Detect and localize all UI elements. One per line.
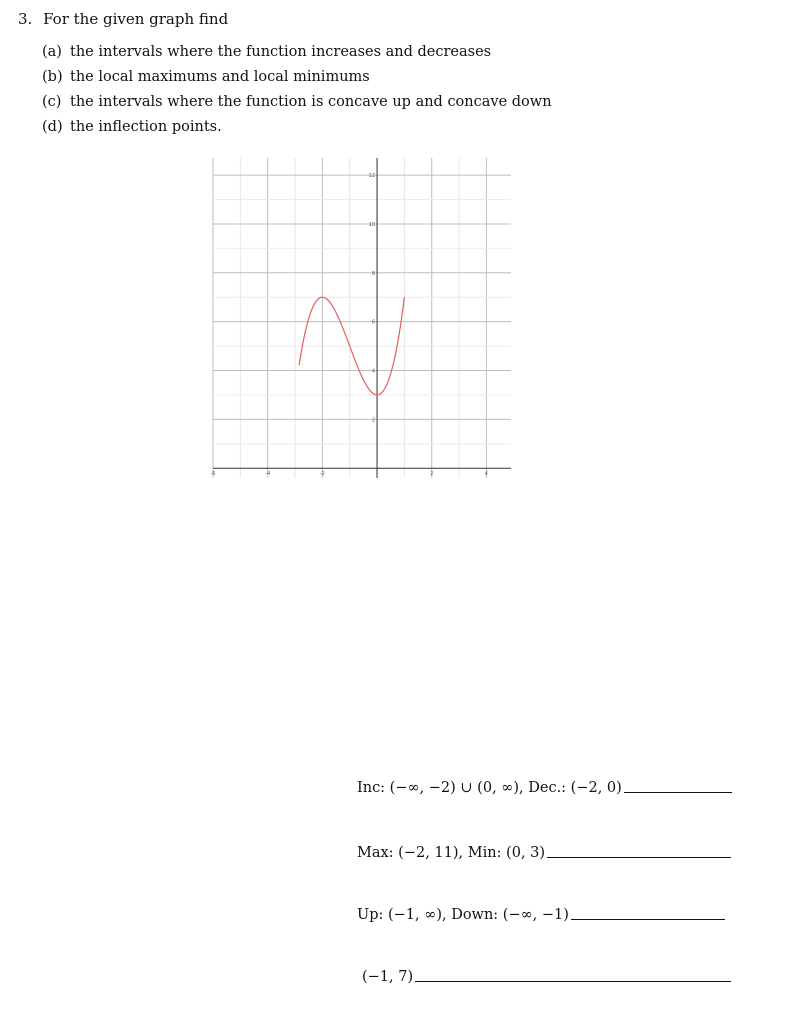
part-b <box>42 67 552 92</box>
part-d-text: the inflection points. <box>70 119 222 135</box>
answer-d-text: (−1, 7) <box>362 969 414 985</box>
y-tick-label: 10 <box>368 221 376 228</box>
x-tick-label: -2 <box>319 471 325 478</box>
x-tick-label: 2 <box>430 471 434 478</box>
part-b-label: (b) <box>42 69 63 85</box>
x-tick-label: -6 <box>210 471 216 478</box>
part-c-label: (c) <box>42 94 62 110</box>
part-a-text: the intervals where the function increases and decreases <box>70 44 492 60</box>
y-tick-label: 6 <box>371 319 376 326</box>
answer-b-line[interactable] <box>547 856 731 858</box>
part-a-label: (a) <box>42 44 62 60</box>
y-tick-label: 4 <box>371 368 376 375</box>
question-parts <box>42 42 552 142</box>
answer-c <box>357 907 725 923</box>
y-tick-label: 8 <box>371 270 376 277</box>
answer-a-line[interactable] <box>624 791 732 793</box>
part-d <box>42 117 552 142</box>
part-d-label: (d) <box>42 119 63 135</box>
part-c <box>42 92 552 117</box>
answer-a <box>357 780 732 796</box>
x-tick-label: -4 <box>265 471 271 478</box>
answer-c-text: Up: (−1, ∞), Down: (−∞, −1) <box>357 907 569 923</box>
y-tick-label: 2 <box>371 417 376 424</box>
part-b-text: the local maximums and local minimums <box>70 69 370 85</box>
part-a <box>42 42 552 67</box>
answer-b <box>357 845 731 861</box>
question-number: 3. <box>18 10 33 28</box>
x-tick-label: 4 <box>484 471 488 478</box>
part-c-text: the intervals where the function is concave up and concave down <box>70 94 552 110</box>
y-tick-label: 12 <box>368 173 376 180</box>
answer-d-line[interactable] <box>415 980 731 982</box>
question-prompt: For the given graph find <box>43 10 229 28</box>
function-graph <box>210 158 511 478</box>
answer-c-line[interactable] <box>571 918 725 920</box>
answer-d <box>362 969 731 985</box>
answer-b-text: Max: (−2, 11), Min: (0, 3) <box>357 845 546 861</box>
answer-a-text: Inc: (−∞, −2) ∪ (0, ∞), Dec.: (−2, 0) <box>357 780 622 796</box>
question-title <box>18 10 228 28</box>
